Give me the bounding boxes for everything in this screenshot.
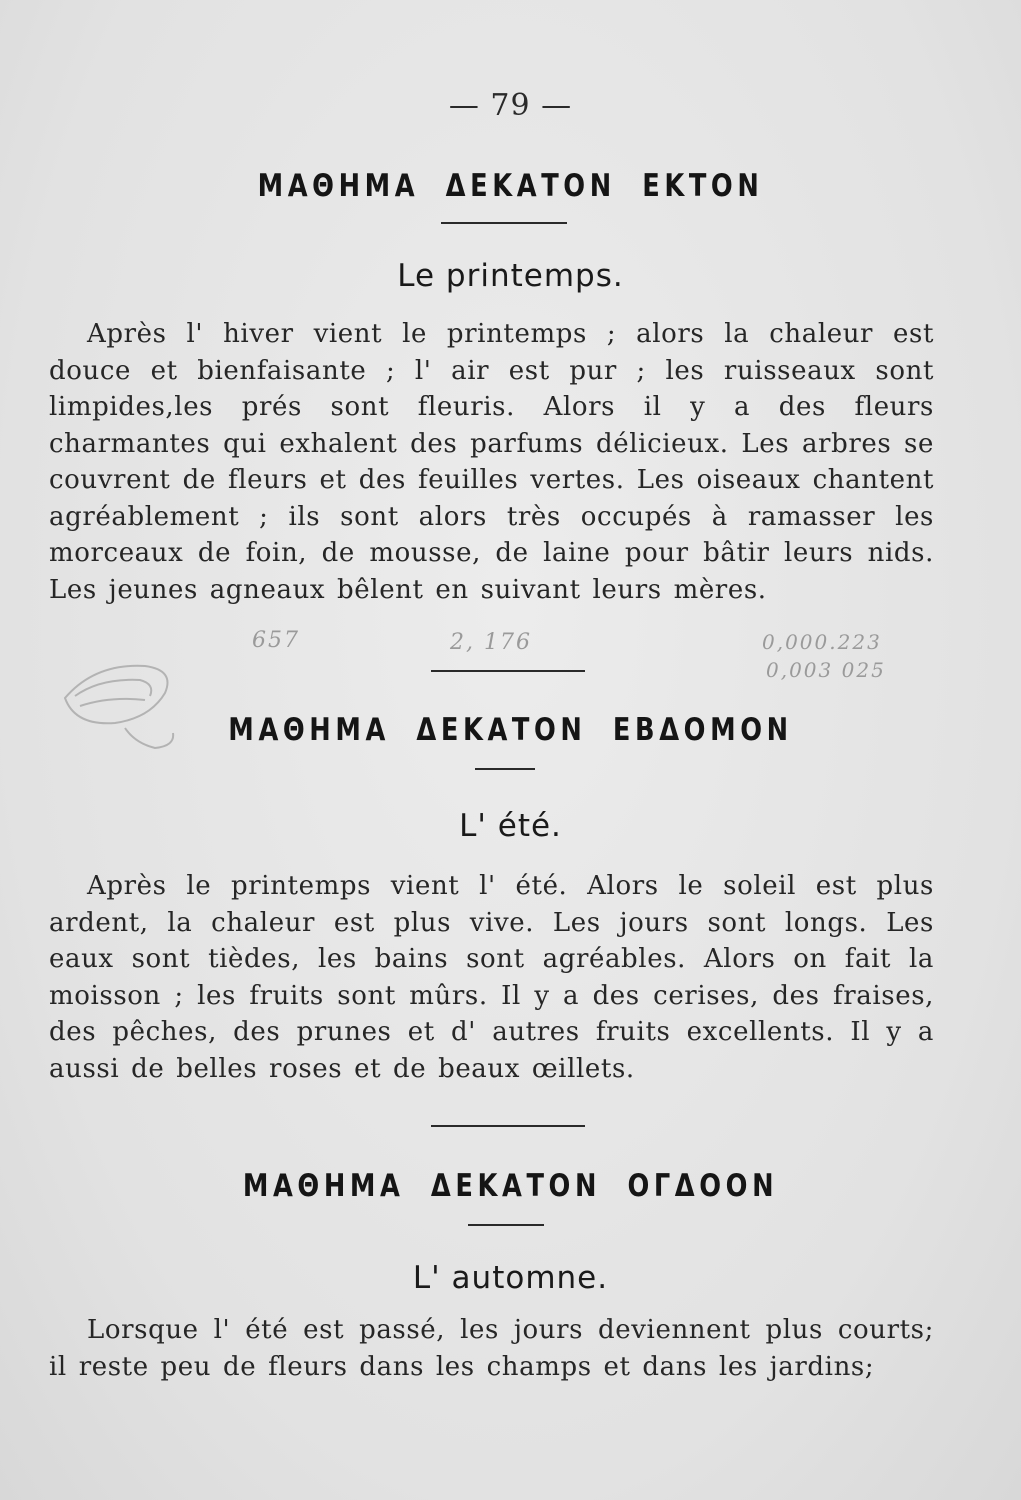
lesson-17-title: L' été. — [459, 808, 562, 844]
pencil-note: 2, 176 — [450, 630, 532, 655]
lesson-18-title: L' automne. — [412, 1260, 609, 1296]
lesson-16-title: Le printemps. — [397, 258, 624, 294]
divider-rule — [468, 1224, 544, 1226]
lesson-17-text: Après le printemps vient l' été. Alors le soleil est plus ardent, la chaleur est plus vive. Les jours sont longs. Les eaux sont tièdes, les bains sont agréables. Alors on fait la moisson ; les fruits sont mûrs. Il y a des cerises, des fraises, des pêches, des prunes et d' autres fruits excellents. Il y a aussi de belles roses et de beaux œillets. — [49, 871, 934, 1084]
lesson-16-heading: ΜΑΘΗΜΑ ΔΕΚΑΤΟΝ ΕΚΤΟΝ — [257, 168, 764, 204]
lesson-16-text: Après l' hiver vient le printemps ; alors la chaleur est douce et bienfaisante ; l' air est pur ; les ruisseaux sont limpides,les prés sont fleuris. Alors il y a des fleurs charmantes qui exhalent des parfums délicieux. Les arbres se couvrent de fleurs et des feuilles vertes. Les oiseaux chantent agréablement ; ils sont alors très occupés à ramasser les morceaux de foin, de mousse, de laine pour bâtir leurs nids. Les jeunes agneaux bêlent en suivant leurs mères. — [49, 319, 934, 605]
lesson-17-heading: ΜΑΘΗΜΑ ΔΕΚΑΤΟΝ ΕΒΔΟΜΟΝ — [228, 712, 793, 748]
lesson-18-text: Lorsque l' été est passé, les jours deviennent plus courts; il reste peu de fleurs dans les champs et dans les jardins; — [49, 1315, 934, 1382]
divider-rule — [441, 222, 567, 224]
divider-rule — [475, 768, 535, 770]
pencil-note: 0,003 025 — [766, 658, 886, 682]
divider-rule — [431, 670, 585, 672]
page-number: — 79 — — [448, 88, 573, 123]
pencil-note: 657 — [252, 628, 300, 653]
pencil-note: 0,000.223 — [762, 630, 882, 654]
divider-rule — [431, 1125, 585, 1127]
lesson-18-heading: ΜΑΘΗΜΑ ΔΕΚΑΤΟΝ ΟΓΔΟΟΝ — [242, 1168, 779, 1204]
